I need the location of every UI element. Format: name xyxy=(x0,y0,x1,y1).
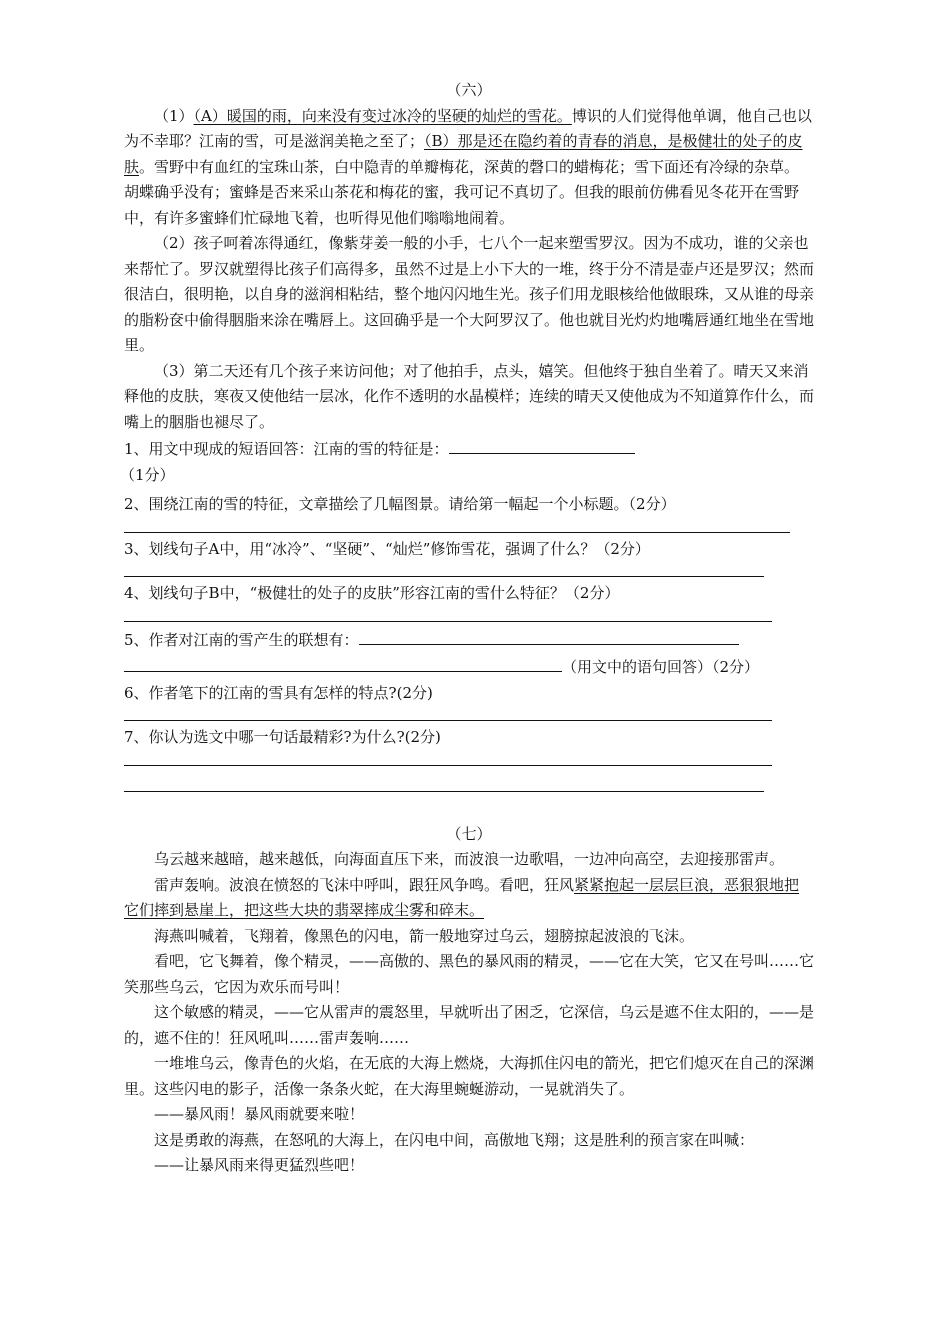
underlined-sentence-a: （A）暖国的雨，向来没有变过冰冷的坚硬的灿烂的雪花。 xyxy=(193,106,572,125)
question-5-tail: （用文中的语句回答）（2分） xyxy=(562,658,760,676)
underlined-sentence-b: （B）那是还在隐约着的青春的消息，是极健壮的处子的皮肤 xyxy=(124,132,803,176)
s7-paragraph-1: 乌云越来越暗，越来越低，向海面直压下来，而波浪一边歌唱，一边冲向高空，去迎接那雷声。 xyxy=(154,850,785,868)
question-3: 3、划线句子A中，用“冰冷”、“坚硬”、“灿烂”修饰雪花，强调了什么？（2分） xyxy=(124,539,650,558)
s7-paragraph-4: 看吧，它飞舞着，像个精灵，——高傲的、黑色的暴风雨的精灵，——它在大笑，它又在号叫……它笑那些乌云，它因为欢乐而号叫！ xyxy=(124,952,815,996)
answer-line-3[interactable] xyxy=(124,576,764,577)
s6-paragraph-3: （3）第二天还有几个孩子来访问他；对了他拍手，点头，嬉笑。但他终于独自坐着了。晴天又来消释他的皮肤，寒夜又使他结一层冰，化作不透明的水晶模样；连续的晴天又使他成为不知道算作什么，而嘴上的胭脂也褪尽了。 xyxy=(124,361,815,431)
s7-underlined-sentence: 紧紧抱起一层层巨浪，恶狠狠地把它们摔到悬崖上，把这些大块的翡翠摔成尘雾和碎末。 xyxy=(124,875,800,919)
s6-paragraph-1 xyxy=(124,104,814,232)
question-5 xyxy=(124,626,814,654)
s7-paragraph-3: 海燕叫喊着，飞翔着，像黑色的闪电，箭一般地穿过乌云，翅膀掠起波浪的飞沫。 xyxy=(154,926,695,945)
question-4: 4、划线句子B中，“极健壮的处子的皮肤”形容江南的雪什么特征？（2分） xyxy=(124,584,620,602)
s6-p1-number: （1） xyxy=(154,106,194,125)
question-5-text: 5、作者对江南的雪产生的联想有： xyxy=(124,630,359,649)
question-6: 6、作者笔下的江南的雪具有怎样的特点?(2分) xyxy=(124,683,433,702)
answer-line-4[interactable] xyxy=(124,621,772,622)
question-1-text: 1、用文中现成的短语回答：江南的雪的特征是： xyxy=(124,440,449,458)
answer-line-6[interactable] xyxy=(124,720,772,721)
s7-paragraph-2 xyxy=(124,873,814,924)
answer-blank-1[interactable] xyxy=(449,435,635,454)
s6-p1-middle: 博识的人们觉得他单调，他自己也以为不幸耶？江南的雪，可是滋润美艳之至了； xyxy=(124,106,812,150)
answer-blank-5b[interactable] xyxy=(124,653,562,672)
question-2: 2、围绕江南的雪的特征，文章描绘了几幅图景。请给第一幅起一个小标题。（2分） xyxy=(124,495,676,513)
answer-blank-5a[interactable] xyxy=(359,626,739,645)
section-seven-title: （七） xyxy=(446,824,492,843)
question-1-score: （1分） xyxy=(120,465,175,484)
question-7: 7、你认为选文中哪一句话最精彩?为什么?(2分) xyxy=(124,728,441,746)
exam-page xyxy=(120,78,815,1179)
section-six-title: （六） xyxy=(446,81,492,99)
s6-p1-rest: 。雪野中有血红的宝珠山茶，白中隐青的单瓣梅花，深黄的磬口的蜡梅花；雪下面还有冷绿的杂草。胡蝶确乎没有；蜜蜂是否来采山茶花和梅花的蜜，我可记不真切了。但我的眼前仿佛看见冬花开在雪野中，有许多蜜蜂们忙碌地飞着，也听得见他们嗡嗡地闹着。 xyxy=(124,157,800,227)
s7-paragraph-5: 这个敏感的精灵，——它从雷声的震怒里，早就听出了困乏，它深信，乌云是遮不住太阳的，——是的，遮不住的！狂风吼叫……雷声轰响…… xyxy=(124,1003,815,1047)
s6-paragraph-2: （2）孩子呵着冻得通红，像紫芽姜一般的小手，七八个一起来塑雪罗汉。因为不成功，谁的父亲也来帮忙了。罗汉就塑得比孩子们高得多，虽然不过是上小下大的一堆，终于分不清是壶卢还是罗汉；然而很洁白，很明艳，以自身的滋润相粘结，整个地闪闪地生光。孩子们用龙眼核给他做眼珠，又从谁的母亲的脂粉奁中偷得胭脂来涂在嘴唇上。这回确乎是一个大阿罗汉了。他也就目光灼灼地嘴唇通红地坐在雪地里。 xyxy=(124,234,815,354)
question-1 xyxy=(124,435,814,463)
answer-line-7a[interactable] xyxy=(124,765,772,766)
s7-paragraph-8: 这是勇敢的海燕，在怒吼的大海上，在闪电中间，高傲地飞翔；这是胜利的预言家在叫喊： xyxy=(154,1130,755,1149)
s7-paragraph-6: 一堆堆乌云，像青色的火焰，在无底的大海上燃烧，大海抓住闪电的箭光，把它们熄灭在自己的深渊里。这些闪电的影子，活像一条条火蛇，在大海里蜿蜒游动，一晃就消失了。 xyxy=(124,1054,815,1098)
s7-paragraph-7: ——暴风雨！暴风雨就要来啦！ xyxy=(154,1105,365,1123)
s7-p2-text: 雷声轰响。波浪在愤怒的飞沫中呼叫，跟狂风争鸣。看吧，狂风 xyxy=(154,875,575,894)
s7-paragraph-9: ——让暴风雨来得更猛烈些吧！ xyxy=(154,1156,365,1174)
question-5-line2 xyxy=(124,653,814,681)
answer-line-2[interactable] xyxy=(124,532,790,533)
